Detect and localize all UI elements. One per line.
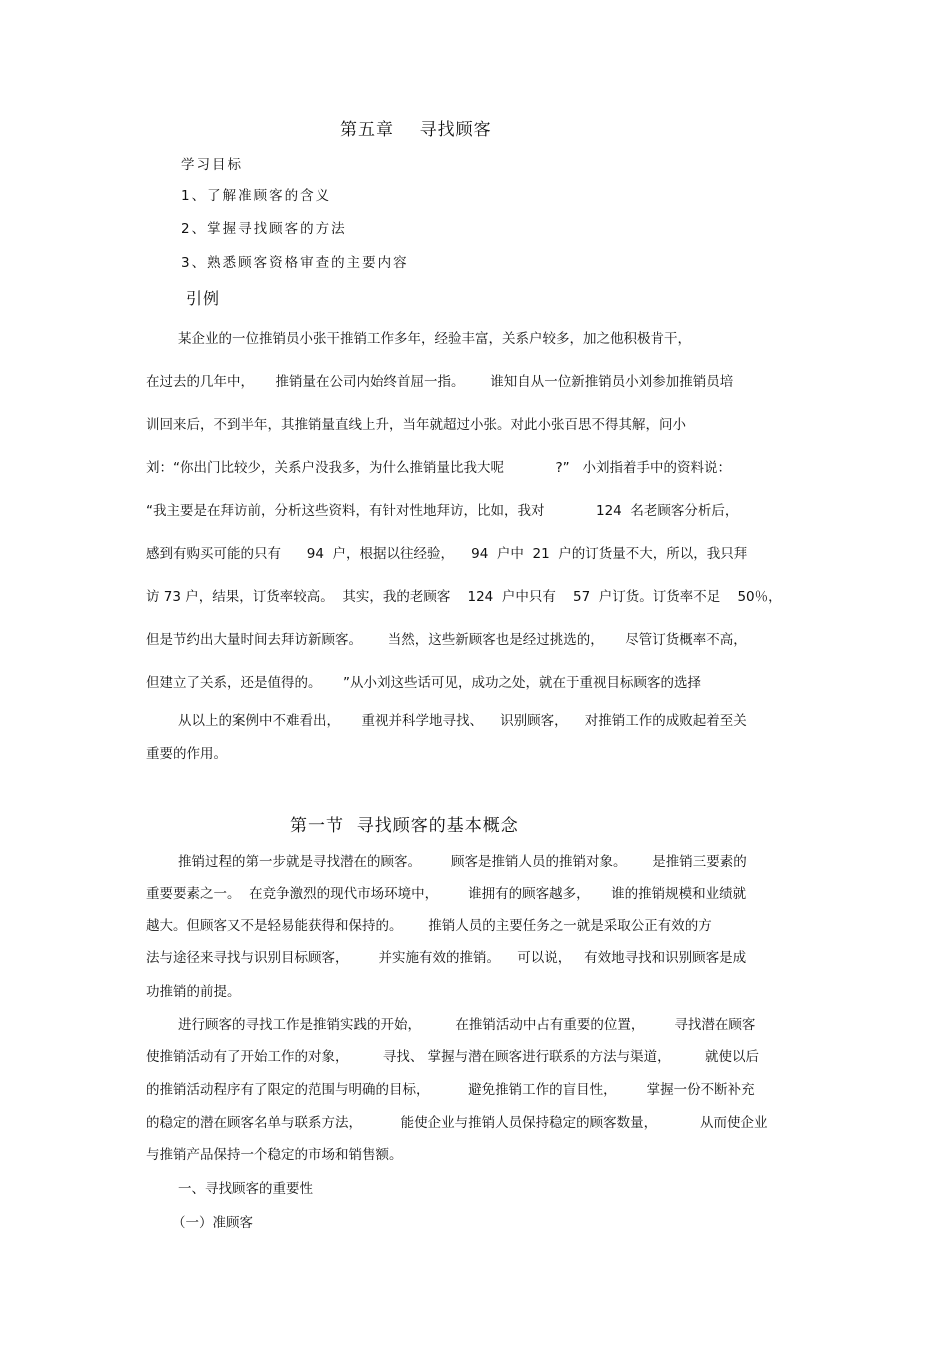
case-paragraph-line: 训回来后，不到半年，其推销量直线上升，当年就超过小张。对此小张百思不得其解，问小 xyxy=(146,417,686,433)
section-paragraph-line: 与推销产品保持一个稳定的市场和销售额。 xyxy=(146,1147,403,1163)
chapter-title: 第五章 寻找顾客 xyxy=(340,120,492,140)
section-paragraph-line: 越大。但顾客又不是轻易能获得和保持的。 推销人员的主要任务之一就是采取公正有效的方 xyxy=(146,918,712,934)
section-paragraph-line: 使推销活动有了开始工作的对象， 寻找、 掌握与潜在顾客进行联系的方法与渠道， 就使以后 xyxy=(146,1049,759,1065)
objectives-heading: 学习目标 xyxy=(181,157,243,173)
subsubheading: （一）准顾客 xyxy=(172,1215,253,1231)
section-paragraph-line: 重要要素之一。 在竞争激烈的现代市场环境中， 谁拥有的顾客越多， 谁的推销规模和业绩就 xyxy=(146,886,747,902)
case-paragraph-line: “我主要是在拜访前，分析这些资料，有针对性地拜访，比如，我对 124 名老顾客分析后， xyxy=(146,503,739,519)
objective-item: 2、掌握寻找顾客的方法 xyxy=(181,221,347,237)
section-paragraph-line: 功推销的前提。 xyxy=(146,984,241,1000)
case-paragraph-line: 从以上的案例中不难看出， 重视并科学地寻找、 识别顾客， 对推销工作的成败起着至关 xyxy=(178,713,747,729)
case-paragraph-line: 刘：“你出门比较少，关系户没我多，为什么推销量比我大呢 ?” 小刘指着手中的资料说： xyxy=(146,460,732,476)
case-heading: 引例 xyxy=(186,289,221,308)
case-paragraph-line: 但建立了关系，还是值得的。 ”从小刘这些话可见，成功之处，就在于重视目标顾客的选择 xyxy=(146,675,701,691)
subheading: 一、寻找顾客的重要性 xyxy=(178,1181,313,1197)
section-title: 第一节 寻找顾客的基本概念 xyxy=(290,816,519,836)
case-paragraph-line: 某企业的一位推销员小张干推销工作多年，经验丰富，关系户较多，加之他积极肯干， xyxy=(178,331,691,347)
section-paragraph-line: 推销过程的第一步就是寻找潜在的顾客。 顾客是推销人员的推销对象。 是推销三要素的 xyxy=(178,854,747,870)
section-paragraph-line: 的推销活动程序有了限定的范围与明确的目标， 避免推销工作的盲目性， 掌握一份不断补充 xyxy=(146,1082,755,1098)
case-paragraph-line: 在过去的几年中， 推销量在公司内始终首屈一指。 谁知自从一位新推销员小刘参加推销员培 xyxy=(146,374,734,390)
case-paragraph-line: 感到有购买可能的只有 94 户，根据以往经验， 94 户中 21 户的订货量不大，所以，我只拜 xyxy=(146,546,748,562)
case-paragraph-line: 访 73 户，结果，订货率较高。 其实，我的老顾客 124 户中只有 57 户订货。订货率不足 50％， xyxy=(146,589,782,605)
case-paragraph-line: 重要的作用。 xyxy=(146,746,227,762)
section-paragraph-line: 法与途径来寻找与识别目标顾客， 并实施有效的推销。 可以说， 有效地寻找和识别顾客是成 xyxy=(146,950,747,966)
objective-item: 3、熟悉顾客资格审查的主要内容 xyxy=(181,255,409,271)
section-paragraph-line: 的稳定的潜在顾客名单与联系方法， 能使企业与推销人员保持稳定的顾客数量， 从而使企业 xyxy=(146,1115,768,1131)
section-paragraph-line: 进行顾客的寻找工作是推销实践的开始， 在推销活动中占有重要的位置， 寻找潜在顾客 xyxy=(178,1017,756,1033)
case-paragraph-line: 但是节约出大量时间去拜访新顾客。 当然，这些新顾客也是经过挑选的， 尽管订货概率不高， xyxy=(146,632,747,648)
objective-item: 1、了解准顾客的含义 xyxy=(181,188,332,204)
